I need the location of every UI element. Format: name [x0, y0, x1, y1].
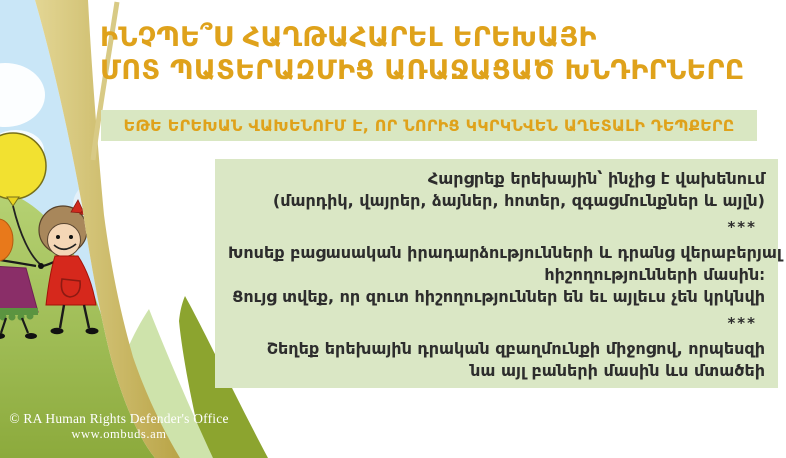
advice-item-3: [228, 338, 765, 382]
girl-face: [48, 224, 81, 257]
advice-line: հիշողությունների մասին։: [544, 265, 765, 284]
poster-title-line1: ԻՆՉՊԵ՞Ս ՀԱՂԹԱՀԱՐԵԼ ԵՐԵԽԱՅԻ: [100, 22, 597, 53]
subtitle-text: ԵԹԵ ԵՐԵԽԱՆ ՎԱԽԵՆՈՒՄ Է, ՈՐ ՆՈՐԻՑ ԿԿՐԿՆՎԵՆ ԱՂԵՏԱԼԻ ԴԵՊՔԵՐԸ: [123, 116, 735, 135]
poster-title: [100, 21, 745, 87]
advice-line: նա այլ բաների մասին ևս մտածեի: [470, 361, 765, 380]
poster-title-line2: ՄՈՏ ՊԱՏԵՐԱԶՄԻՑ ԱՌԱՋԱՑԱԾ ԽՆԴԻՐՆԵՐԸ: [100, 55, 745, 86]
advice-panel: [215, 159, 782, 388]
advice-item-2: [228, 242, 782, 308]
copyright-text: © RA Human Rights Defender's Office: [9, 411, 229, 426]
subtitle-bar: [101, 110, 757, 141]
advice-line: Հարցրեք երեխային՝ ինչից է վախենում: [427, 169, 765, 188]
advice-item-1: [228, 168, 765, 212]
website-text: www.ombuds.am: [71, 427, 167, 441]
separator-stars: ***: [727, 314, 757, 332]
separator-stars: ***: [727, 218, 757, 236]
advice-line: (մարդիկ, վայրեր, ձայներ, հոտեր, զգացմունքներ և այլն): [272, 191, 765, 210]
footer-copyright: [0, 411, 238, 442]
advice-line: Խոսեք բացասական իրադարձությունների և դրանց վերաբերյալ: [228, 243, 782, 262]
advice-line: Շեղեք երեխային դրական զբաղմունքի միջոցով, որպեսզի: [266, 339, 765, 358]
advice-line: Ցույց տվեք, որ զուտ հիշողություններ են եւ այլեւս չեն կրկնվի: [232, 287, 765, 306]
